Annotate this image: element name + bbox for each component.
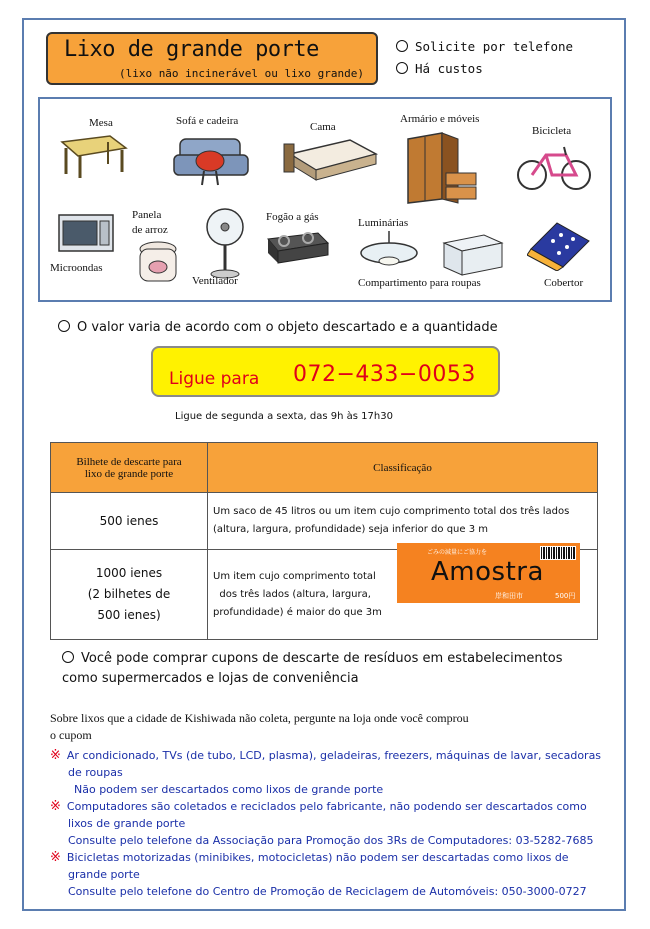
note-computers: ※ Computadores são coletados e reciclados pelo fabricante, não podendo ser descartados como lixos de grande porte Consulte pelo telefone da Associação para Promoção dos 3Rs de Computadores: 03-5282-7685 <box>50 799 594 847</box>
circle-icon <box>58 320 70 332</box>
bullet-cost: Há custos <box>396 58 573 80</box>
reference-mark-icon: ※ <box>50 799 61 814</box>
label-compartimento: Compartimento para roupas <box>358 277 481 289</box>
circle-icon <box>396 62 408 74</box>
wardrobe-icon <box>402 129 482 209</box>
header-ticket: Bilhete de descarte para lixo de grande porte <box>51 443 208 493</box>
header-classification: Classificação <box>208 443 598 493</box>
fan-icon <box>202 207 248 279</box>
row2-description: Um item cujo comprimento total dos três lados (altura, largura, profundidade) é maior do que 3m <box>208 550 598 640</box>
label-ventilador: Ventilador <box>192 275 238 287</box>
sample-price: 500円 <box>555 592 576 600</box>
row2-price: 1000 ienes (2 bilhetes de 500 ienes) <box>51 550 208 640</box>
title-banner <box>46 32 378 85</box>
label-panela-1: Panela <box>132 209 162 221</box>
page-title: Lixo de grande porte <box>64 37 319 62</box>
circle-icon <box>62 651 74 663</box>
page-subtitle: (lixo não incinerável ou lixo grande) <box>118 67 364 80</box>
coupon-note: Você pode comprar cupons de descarte de resíduos em estabelecimentos como supermercados e lojas de conveniência <box>62 651 563 686</box>
notes-intro: Sobre lixos que a cidade de Kishiwada não coleta, pergunte na loja onde você comprou o cupom <box>50 711 469 742</box>
bed-icon <box>280 134 380 184</box>
barcode-icon <box>540 546 576 560</box>
label-fogao: Fogão a gás <box>266 211 319 223</box>
table-row <box>51 493 598 550</box>
sample-ticket-image <box>397 543 580 603</box>
phone-label: Ligue para <box>169 369 260 389</box>
label-luminarias: Luminárias <box>358 217 409 229</box>
notes-section <box>50 710 616 900</box>
reference-mark-icon: ※ <box>50 748 61 763</box>
sofa-icon <box>170 131 252 189</box>
reference-mark-icon: ※ <box>50 850 61 865</box>
label-armario: Armário e móveis <box>400 113 480 125</box>
top-bullets <box>396 36 573 80</box>
lamp-icon <box>358 231 420 273</box>
label-cobertor: Cobertor <box>544 277 584 289</box>
business-hours: Ligue de segunda a sexta, das 9h às 17h30 <box>175 411 393 422</box>
note-motorbikes: ※ Bicicletas motorizadas (minibikes, motocicletas) não podem ser descartadas como lixos de grande porte Consulte pelo telefone do Centro de Promoção de Reciclagem de Automóveis: 050-3000-0727 <box>50 850 587 898</box>
items-illustration-box <box>38 97 612 302</box>
storage-box-icon <box>440 231 504 277</box>
microwave-icon <box>57 211 115 255</box>
bullet-phone: Solicite por telefone <box>396 36 573 58</box>
gas-stove-icon <box>264 227 330 267</box>
table-icon <box>58 134 128 179</box>
value-note: O valor varia de acordo com o objeto descartado e a quantidade <box>58 320 498 335</box>
sample-watermark: Amostra <box>431 557 544 587</box>
rice-cooker-icon <box>136 239 180 287</box>
sample-jp-top: ごみの減量にご協力を <box>427 549 488 556</box>
phone-banner <box>151 346 500 397</box>
label-cama: Cama <box>310 121 336 133</box>
label-microondas: Microondas <box>50 262 103 274</box>
sample-city: 岸和田市 <box>495 592 523 600</box>
label-mesa: Mesa <box>89 117 113 129</box>
note-appliances: ※ Ar condicionado, TVs (de tubo, LCD, plasma), geladeiras, freezers, máquinas de lavar, secadoras de roupas Não podem ser descartados como lixos de grande porte <box>50 748 602 796</box>
bicycle-icon <box>516 141 594 193</box>
phone-number: 072−433−0053 <box>293 362 476 387</box>
row1-price: 500 ienes <box>51 493 208 550</box>
blanket-icon <box>527 219 593 271</box>
row1-description: Um saco de 45 litros ou um item cujo comprimento total dos três lados (altura, largura, profundidade) seja inferior do que 3 m <box>208 493 598 550</box>
circle-icon <box>396 40 408 52</box>
label-panela-2: de arroz <box>132 224 168 236</box>
label-sofa: Sofá e cadeira <box>176 115 239 127</box>
ticket-table <box>50 442 598 640</box>
label-bicicleta: Bicicleta <box>532 125 572 137</box>
